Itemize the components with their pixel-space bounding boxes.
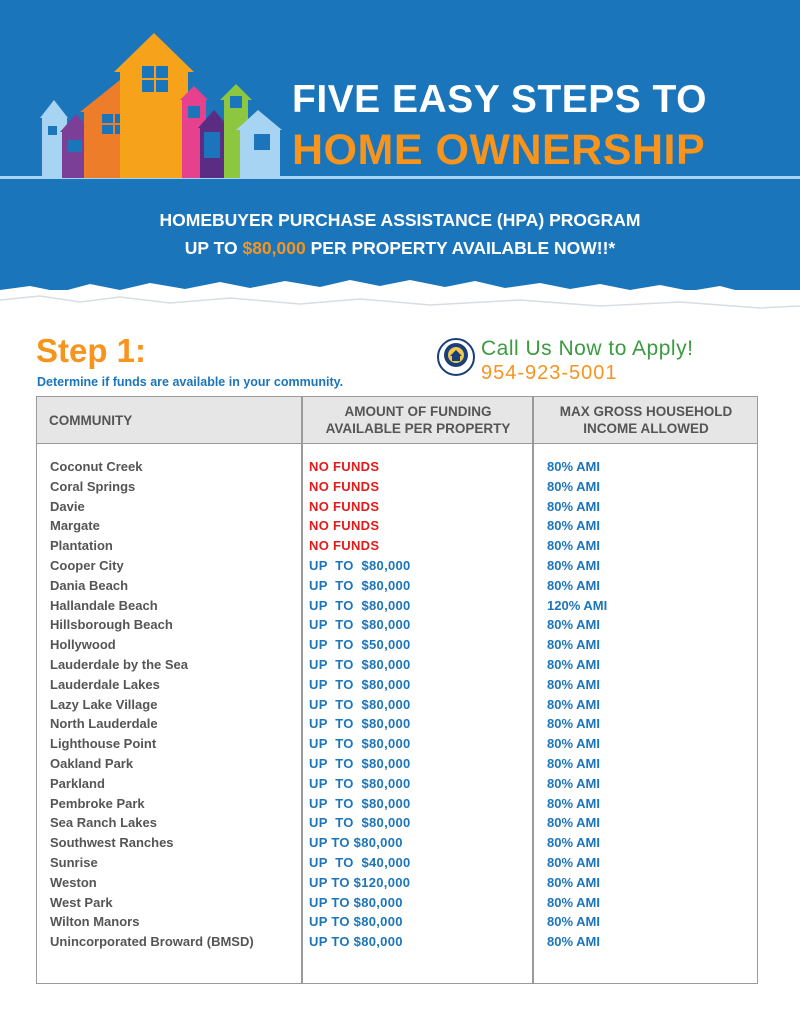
community-cell: Hallandale Beach bbox=[50, 597, 158, 613]
header-income-line-1: MAX GROSS HOUSEHOLD bbox=[559, 404, 733, 419]
funding-cell: UP TO $80,000 bbox=[309, 617, 411, 633]
funding-cell: UP TO $120,000 bbox=[309, 874, 411, 890]
community-cell: Oakland Park bbox=[50, 755, 134, 771]
table-row bbox=[37, 774, 757, 794]
subtitle-line-1: HOMEBUYER PURCHASE ASSISTANCE (HPA) PROGRAM bbox=[159, 210, 641, 230]
community-cell: Sunrise bbox=[50, 854, 98, 870]
funding-cell: UP TO $80,000 bbox=[309, 775, 411, 791]
community-cell: Lazy Lake Village bbox=[50, 696, 158, 712]
community-cell: Dania Beach bbox=[50, 577, 129, 593]
table-row bbox=[37, 655, 757, 675]
community-cell: Lighthouse Point bbox=[50, 736, 157, 752]
community-cell: Southwest Ranches bbox=[50, 835, 174, 851]
community-cell: Lauderdale Lakes bbox=[50, 676, 160, 692]
header-community bbox=[49, 397, 132, 443]
table-row bbox=[37, 556, 757, 576]
community-cell: Lauderdale by the Sea bbox=[50, 656, 188, 672]
income-cell: 80% AMI bbox=[547, 538, 600, 554]
funding-table bbox=[36, 396, 758, 984]
table-row bbox=[37, 853, 757, 873]
income-cell: 80% AMI bbox=[547, 518, 600, 534]
funding-cell: UP TO $40,000 bbox=[309, 854, 411, 870]
step-description: Determine if funds are available in your community. bbox=[37, 375, 344, 389]
income-cell: 80% AMI bbox=[547, 815, 600, 831]
funding-cell: UP TO $80,000 bbox=[309, 676, 411, 692]
table-row bbox=[37, 932, 757, 952]
funding-cell: UP TO $80,000 bbox=[309, 597, 411, 613]
header-community-label: COMMUNITY bbox=[49, 412, 133, 428]
income-cell: 80% AMI bbox=[547, 637, 600, 653]
table-row bbox=[37, 714, 757, 734]
community-cell: Hillsborough Beach bbox=[50, 617, 173, 633]
income-cell: 80% AMI bbox=[547, 459, 600, 474]
income-cell: 80% AMI bbox=[547, 676, 600, 692]
funding-cell: NO FUNDS bbox=[309, 498, 380, 514]
subtitle-prefix: UP TO bbox=[184, 238, 243, 258]
funding-cell: UP TO $80,000 bbox=[309, 795, 411, 811]
title-line-1: FIVE EASY STEPS TO bbox=[292, 78, 708, 121]
income-cell: 80% AMI bbox=[547, 795, 600, 811]
funding-cell: UP TO $80,000 bbox=[309, 736, 411, 752]
table-row bbox=[37, 576, 757, 596]
funding-cell: UP TO $80,000 bbox=[309, 914, 403, 930]
call-to-action: Call Us Now to Apply! bbox=[481, 337, 694, 360]
table-row bbox=[37, 833, 757, 853]
community-cell: Sea Ranch Lakes bbox=[50, 815, 157, 831]
community-cell: Unincorporated Broward (BMSD) bbox=[50, 934, 254, 950]
income-cell: 80% AMI bbox=[547, 577, 600, 593]
income-cell: 80% AMI bbox=[547, 755, 600, 771]
community-cell: Cooper City bbox=[50, 557, 124, 573]
income-cell: 80% AMI bbox=[547, 617, 600, 633]
income-cell: 80% AMI bbox=[547, 696, 600, 712]
funding-cell: UP TO $80,000 bbox=[309, 835, 403, 851]
income-cell: 120% AMI bbox=[547, 597, 608, 613]
table-row bbox=[37, 813, 757, 833]
step-title: Step 1: bbox=[36, 332, 147, 369]
funding-cell: UP TO $50,000 bbox=[309, 637, 411, 653]
community-cell: Margate bbox=[50, 518, 100, 534]
funding-cell: UP TO $80,000 bbox=[309, 934, 403, 950]
header-income bbox=[534, 397, 758, 443]
table-row bbox=[37, 734, 757, 754]
funding-cell: UP TO $80,000 bbox=[309, 557, 411, 573]
income-cell: 80% AMI bbox=[547, 557, 600, 573]
community-cell: Wilton Manors bbox=[50, 914, 140, 930]
header-funding bbox=[303, 397, 533, 443]
community-cell: West Park bbox=[50, 894, 113, 910]
community-cell: Hollywood bbox=[50, 637, 116, 653]
table-row bbox=[37, 536, 757, 556]
phone-number[interactable]: 954-923-5001 bbox=[481, 362, 618, 384]
table-row bbox=[37, 873, 757, 893]
table-row bbox=[37, 635, 757, 655]
community-cell: Plantation bbox=[50, 538, 113, 554]
table-row bbox=[37, 754, 757, 774]
header-income-line-2: INCOME ALLOWED bbox=[583, 421, 709, 436]
table-row bbox=[37, 794, 757, 814]
funding-cell: NO FUNDS bbox=[309, 518, 380, 534]
table-row bbox=[37, 912, 757, 932]
table-row bbox=[37, 477, 757, 497]
funding-cell: UP TO $80,000 bbox=[309, 656, 411, 672]
funding-cell: UP TO $80,000 bbox=[309, 716, 411, 732]
income-cell: 80% AMI bbox=[547, 736, 600, 752]
subtitle-line-2 bbox=[0, 238, 800, 259]
table-row bbox=[37, 596, 757, 616]
table-row bbox=[37, 457, 757, 477]
income-cell: 80% AMI bbox=[547, 716, 600, 732]
funding-cell: UP TO $80,000 bbox=[309, 755, 411, 771]
table-row bbox=[37, 497, 757, 517]
table-row bbox=[37, 893, 757, 913]
header-funding-line-2: AVAILABLE PER PROPERTY bbox=[325, 421, 511, 436]
income-cell: 80% AMI bbox=[547, 874, 600, 890]
funding-cell: UP TO $80,000 bbox=[309, 815, 411, 831]
community-cell: Davie bbox=[50, 498, 85, 514]
table-row bbox=[37, 615, 757, 635]
hud-seal-icon bbox=[437, 338, 475, 376]
funding-cell: UP TO $80,000 bbox=[309, 577, 411, 593]
header-funding-line-1: AMOUNT OF FUNDING bbox=[344, 404, 492, 419]
income-cell: 80% AMI bbox=[547, 775, 600, 791]
table-row bbox=[37, 695, 757, 715]
community-cell: Parkland bbox=[50, 775, 105, 791]
income-cell: 80% AMI bbox=[547, 914, 600, 930]
community-cell: Coral Springs bbox=[50, 478, 136, 494]
income-cell: 80% AMI bbox=[547, 656, 600, 672]
table-body bbox=[37, 457, 757, 952]
income-cell: 80% AMI bbox=[547, 835, 600, 851]
income-cell: 80% AMI bbox=[547, 934, 600, 950]
community-cell: Weston bbox=[50, 874, 97, 890]
income-cell: 80% AMI bbox=[547, 854, 600, 870]
table-row bbox=[37, 516, 757, 536]
community-cell: Pembroke Park bbox=[50, 795, 145, 811]
funding-cell: UP TO $80,000 bbox=[309, 894, 403, 910]
funding-cell: NO FUNDS bbox=[309, 459, 380, 474]
community-cell: North Lauderdale bbox=[50, 716, 158, 732]
funding-cell: UP TO $80,000 bbox=[309, 696, 411, 712]
title-line-2: HOME OWNERSHIP bbox=[292, 126, 706, 174]
community-cell: Coconut Creek bbox=[50, 459, 143, 474]
income-cell: 80% AMI bbox=[547, 894, 600, 910]
subtitle-amount: $80,000 bbox=[242, 238, 306, 258]
income-cell: 80% AMI bbox=[547, 478, 600, 494]
table-row bbox=[37, 675, 757, 695]
subtitle-suffix: PER PROPERTY AVAILABLE NOW!!* bbox=[305, 238, 616, 258]
income-cell: 80% AMI bbox=[547, 498, 600, 514]
funding-cell: NO FUNDS bbox=[309, 478, 380, 494]
funding-cell: NO FUNDS bbox=[309, 538, 380, 554]
